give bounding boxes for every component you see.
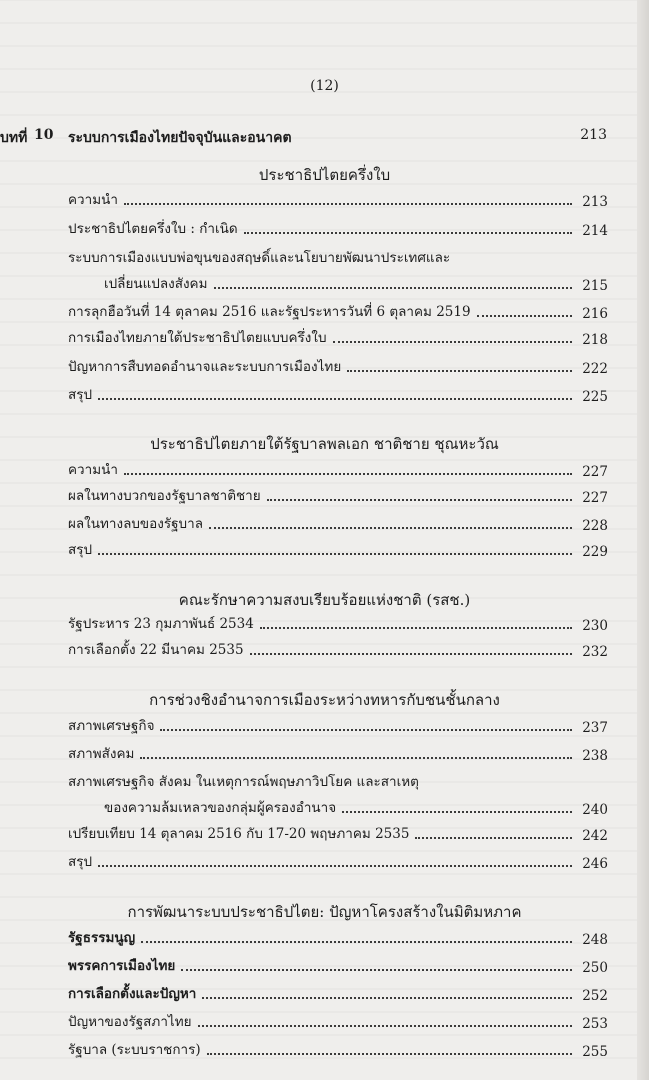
toc-entry: การเลือกตั้งและปัญหา 252 [68,986,608,1004]
chapter-page: 213 [580,127,607,143]
toc-entry: การเลือกตั้ง 22 มีนาคม 2535 232 [68,642,608,660]
chapter-label: บทที่ [0,130,28,146]
page-number: (12) [310,78,339,94]
toc-entry: การเมืองไทยภายใต้ประชาธิปไตยแบบครึ่งใบ 218 [68,330,608,348]
section-heading: ประชาธิปไตยครึ่งใบ [258,166,391,184]
toc-entry: สรุป 225 [68,387,608,405]
section-heading: ประชาธิปไตยภายใต้รัฐบาลพลเอก ชาติชาย ชุณหะวัณ [150,435,499,453]
chapter-title: ระบบการเมืองไทยปัจจุบันและอนาคต [68,130,292,146]
chapter-heading [0,127,649,147]
toc-entry: ผลในทางบวกของรัฐบาลชาติชาย 227 [68,488,608,506]
toc-entry: การลุกฮือวันที่ 14 ตุลาคม 2516 และรัฐประหารวันที่ 6 ตุลาคม 2519 216 [68,304,608,322]
toc-entry: ระบบการเมืองแบบพ่อขุนของสฤษดิ์และนโยบายพัฒนาประเทศและ [68,250,451,266]
toc-entry: ของความล้มเหลวของกลุ่มผู้ครองอำนาจ 240 [104,800,608,818]
section-heading: การช่วงชิงอำนาจการเมืองระหว่างทหารกับชนชั้นกลาง [149,691,500,709]
toc-entry: สรุป 246 [68,854,608,872]
chapter-number: 10 [34,127,54,143]
toc-entry: ความนำ 227 [68,462,608,480]
toc-entry: เปลี่ยนแปลงสังคม 215 [104,276,608,294]
toc-entry: ประชาธิปไตยครึ่งใบ : กำเนิด 214 [68,221,608,239]
toc-entry: ความนำ 213 [68,192,608,210]
toc-entry: รัฐประหาร 23 กุมภาพันธ์ 2534 230 [68,616,608,634]
toc-entry: ปัญหาการสืบทอดอำนาจและระบบการเมืองไทย 222 [68,359,608,377]
toc-entry: ปัญหาของรัฐสภาไทย 253 [68,1014,608,1032]
section-heading: การพัฒนาระบบประชาธิปไตย: ปัญหาโครงสร้างในมิติมหภาค [127,903,522,921]
toc-entry: สภาพเศรษฐกิจ 237 [68,718,608,736]
toc-entry: รัฐบาล (ระบบราชการ) 255 [68,1042,608,1060]
toc-entry: ผลในทางลบของรัฐบาล 228 [68,516,608,534]
toc-entry: เปรียบเทียบ 14 ตุลาคม 2516 กับ 17-20 พฤษภาคม 2535 242 [68,826,608,844]
toc-entry: สภาพเศรษฐกิจ สังคม ในเหตุการณ์พฤษภาวิปโยค และสาเหตุ [68,774,419,790]
section-heading: คณะรักษาความสงบเรียบร้อยแห่งชาติ (รสช.) [178,591,471,609]
toc-entry: สรุป 229 [68,542,608,560]
toc-entry: รัฐธรรมนูญ 248 [68,930,608,948]
toc-entry: พรรคการเมืองไทย 250 [68,958,608,976]
toc-entry: สภาพสังคม 238 [68,746,608,764]
